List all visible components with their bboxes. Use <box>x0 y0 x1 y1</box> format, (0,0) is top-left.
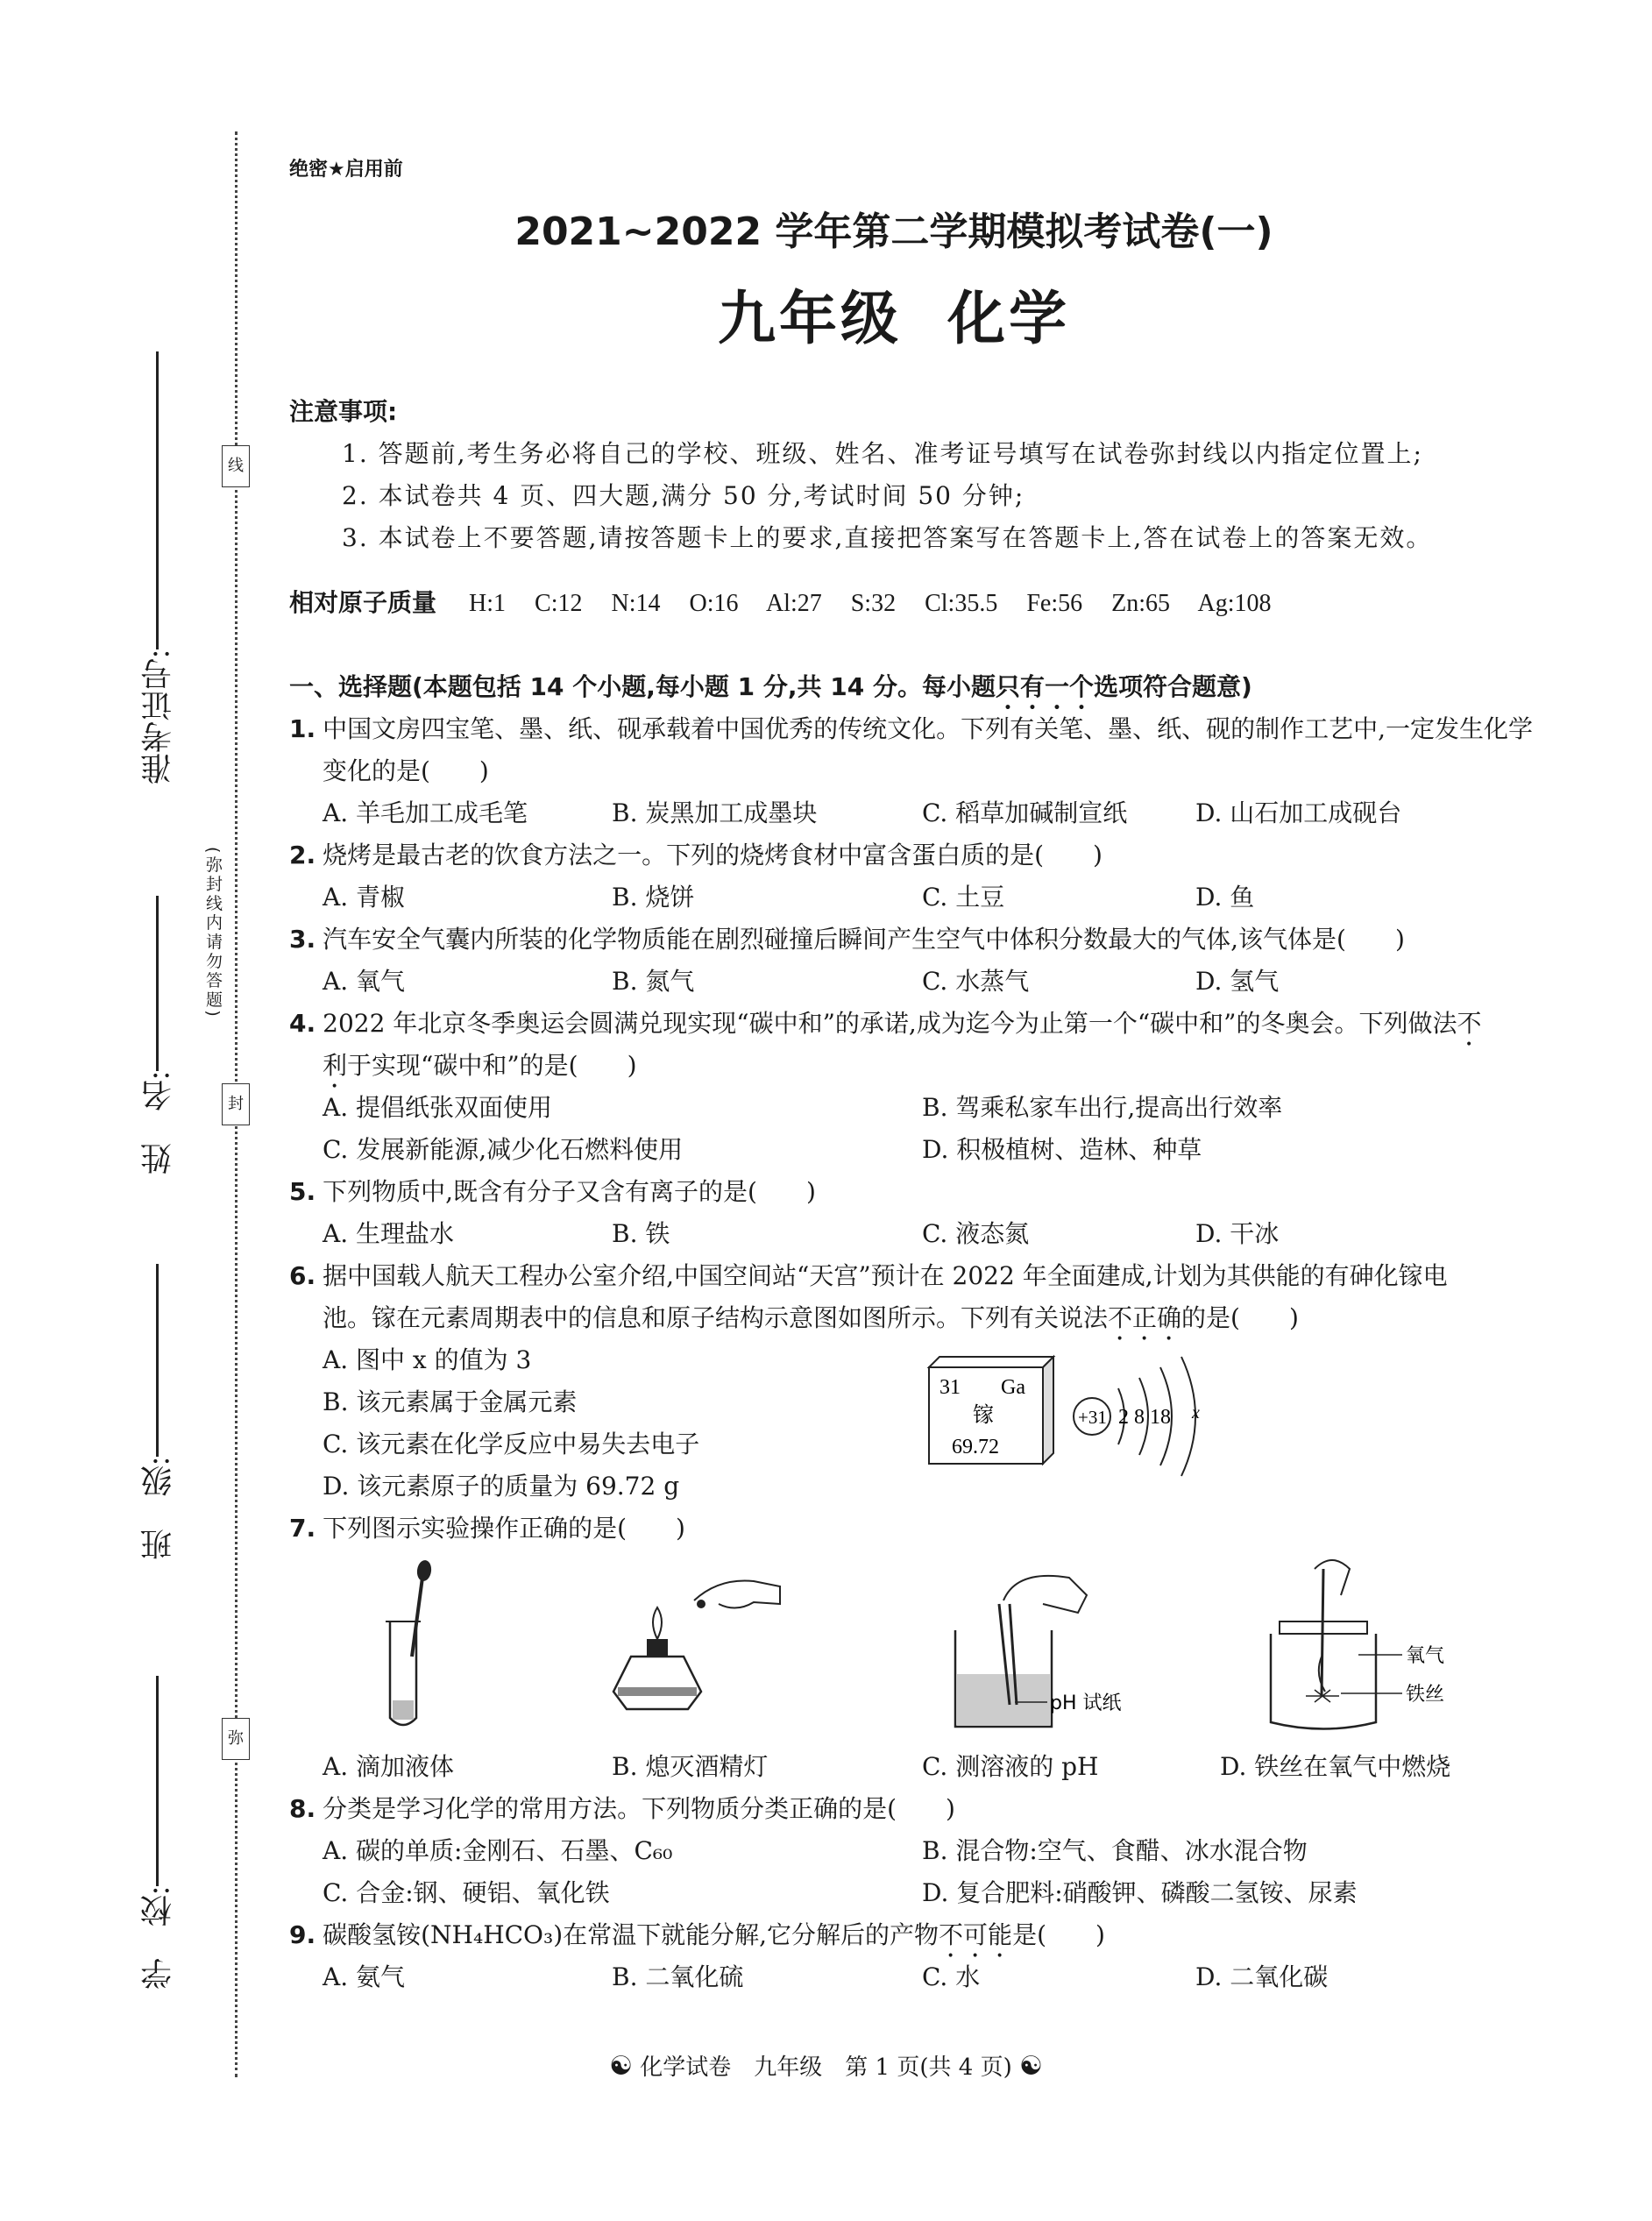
question-9: 9. 碳酸氢铵(NH₄HCO₃)在常温下就能分解,它分解后的产物不可能是( ) <box>289 1920 1105 1949</box>
q4-option-c[interactable]: C. 发展新能源,减少化石燃料使用 <box>323 1135 684 1164</box>
q6-option-c[interactable]: C. 该元素在化学反应中易失去电子 <box>323 1430 700 1458</box>
name-underline <box>157 896 160 1071</box>
name-field[interactable] <box>131 841 184 1174</box>
q3-option-b[interactable]: B. 氮气 <box>612 967 695 996</box>
ph-paper-label: pH 试纸 <box>1050 1692 1122 1714</box>
question-8: 8. 分类是学习化学的常用方法。下列物质分类正确的是( ) <box>289 1794 955 1823</box>
atomic-mass-value: H:1 <box>469 590 507 617</box>
q8-option-a[interactable]: A. 碳的单质:金刚石、石墨、C₆₀ <box>323 1836 673 1865</box>
q9-option-c[interactable]: C. 水 <box>922 1962 981 1991</box>
q8-option-b[interactable]: B. 混合物:空气、食醋、冰水混合物 <box>922 1836 1308 1865</box>
question-2: 2. 烧烤是最古老的饮食方法之一。下列的烧烤食材中富含蛋白质的是( ) <box>289 841 1103 869</box>
note-item: 1. 答题前,考生务必将自己的学校、班级、姓名、准考证号填写在试卷弥封线以内指定位置上; <box>342 439 1423 468</box>
beaker-ph-figure <box>955 1576 1122 1727</box>
q5-option-d[interactable]: D. 干冰 <box>1195 1219 1280 1248</box>
section-1-title: 一、选择题(本题包括 14 个小题,每小题 1 分,共 14 分。每小题只有一个选项符合题意) <box>289 672 1252 701</box>
iron-wire-oxygen-figure <box>1271 1560 1444 1729</box>
q3-option-a[interactable]: A. 氧气 <box>323 967 406 996</box>
atomic-mass-value: N:14 <box>611 590 661 617</box>
atomic-mass-value: Al:27 <box>765 590 822 617</box>
q4-option-a[interactable]: A. 提倡纸张双面使用 <box>323 1093 553 1122</box>
q3-option-c[interactable]: C. 水蒸气 <box>922 967 1030 996</box>
atomic-structure <box>1074 1357 1200 1476</box>
question-4: 4. 2022 年北京冬季奥运会圆满兑现实现“碳中和”的承诺,成为迄今为止第一个“碳中和”的冬奥会。下列做法不 <box>289 1009 1482 1038</box>
atomic-mass-value: Zn:65 <box>1111 590 1170 617</box>
q5-option-a[interactable]: A. 生理盐水 <box>323 1219 455 1248</box>
atomic-mass-value: Fe:56 <box>1026 590 1083 617</box>
class-underline <box>157 1264 160 1457</box>
atomic-mass-value: O:16 <box>689 590 739 617</box>
school-field[interactable] <box>131 1621 184 1990</box>
seal-box-mi: 弥 <box>222 1718 250 1760</box>
seal-box-line: 线 <box>222 445 250 487</box>
element-mass: 69.72 <box>952 1436 999 1458</box>
nucleus-charge: +31 <box>1078 1407 1107 1428</box>
q9-option-d[interactable]: D. 二氧化碳 <box>1195 1962 1329 1991</box>
q2-option-a[interactable]: A. 青椒 <box>323 883 406 912</box>
q6-option-d[interactable]: D. 该元素原子的质量为 69.72 g <box>323 1472 680 1501</box>
atomic-mass-value: Cl:35.5 <box>925 590 998 617</box>
element-name: 镓 <box>973 1402 994 1427</box>
subject: 化学 <box>947 285 1070 352</box>
q6-option-a[interactable]: A. 图中 x 的值为 3 <box>323 1345 532 1374</box>
grade: 九年级 <box>718 285 902 352</box>
q4-option-d[interactable]: D. 积极植树、造林、种草 <box>922 1135 1202 1164</box>
q2-option-c[interactable]: C. 土豆 <box>922 883 1005 912</box>
school-label: 学 校: <box>140 1885 176 1990</box>
page-footer <box>0 2049 1652 2082</box>
grade-subject <box>289 272 1499 355</box>
atomic-mass-value: S:32 <box>850 590 897 617</box>
q3-option-d[interactable]: D. 氢气 <box>1195 967 1280 996</box>
oxygen-label: 氧气 <box>1406 1645 1445 1667</box>
footer-ornament-right-icon: ☯ <box>1018 2051 1043 2082</box>
q9-option-b[interactable]: B. 二氧化硫 <box>612 1962 744 1991</box>
name-label: 姓 名: <box>140 1070 176 1174</box>
q5-option-b[interactable]: B. 铁 <box>612 1219 670 1248</box>
shell-electrons: 2 8 18 <box>1118 1406 1171 1429</box>
alcohol-lamp-figure <box>613 1580 780 1709</box>
exam-id-underline <box>157 351 160 649</box>
note-item: 2. 本试卷共 4 页、四大题,满分 50 分,考试时间 50 分钟; <box>342 481 1025 510</box>
q1-option-c[interactable]: C. 稻草加碱制宣纸 <box>922 798 1128 827</box>
q8-option-d[interactable]: D. 复合肥料:硝酸钾、磷酸二氢铵、尿素 <box>922 1878 1358 1907</box>
question-7: 7. 下列图示实验操作正确的是( ) <box>289 1514 685 1543</box>
exam-id-field[interactable] <box>131 276 184 784</box>
atomic-mass-label: 相对原子质量 <box>289 588 437 617</box>
atomic-mass-value: Ag:108 <box>1197 590 1272 617</box>
element-number: 31 <box>939 1376 961 1399</box>
q5-option-c[interactable]: C. 液态氮 <box>922 1219 1030 1248</box>
q7-option-b[interactable]: B. 熄灭酒精灯 <box>612 1752 769 1781</box>
q2-option-b[interactable]: B. 烧饼 <box>612 883 695 912</box>
q2-option-d[interactable]: D. 鱼 <box>1195 883 1255 912</box>
school-underline <box>157 1676 160 1886</box>
question-1-cont: 变化的是( ) <box>323 756 489 785</box>
seal-box-seal: 封 <box>222 1083 250 1125</box>
footer-text: 化学试卷 九年级 第 1 页(共 4 页) <box>640 2054 1012 2081</box>
notes-heading: 注意事项: <box>289 397 398 426</box>
class-field[interactable] <box>131 1210 184 1560</box>
secret-mark: 绝密★启用前 <box>289 159 403 181</box>
q7-option-c[interactable]: C. 测溶液的 pH <box>922 1752 1099 1781</box>
element-cell <box>929 1357 1053 1464</box>
exam-title: 2021~2022 学年第二学期模拟考试卷(一) <box>514 209 1273 254</box>
q8-option-c[interactable]: C. 合金:钢、硬铝、氧化铁 <box>323 1878 610 1907</box>
question-6: 6. 据中国载人航天工程办公室介绍,中国空间站“天宫”预计在 2022 年全面建成,计划为其供能的有砷化镓电 <box>289 1261 1448 1290</box>
iron-wire-label: 铁丝 <box>1406 1684 1445 1706</box>
question-4-cont: 利于实现“碳中和”的是( ) <box>323 1051 637 1080</box>
seal-note: (弥封线内请勿答题) <box>203 847 223 1019</box>
q1-option-b[interactable]: B. 炭黑加工成墨块 <box>612 798 818 827</box>
q4-option-b[interactable]: B. 驾乘私家车出行,提高出行效率 <box>922 1093 1283 1122</box>
class-label: 班 级: <box>140 1456 176 1560</box>
q1-option-d[interactable]: D. 山石加工成砚台 <box>1195 798 1402 827</box>
q7-option-d[interactable]: D. 铁丝在氧气中燃烧 <box>1220 1752 1451 1781</box>
gallium-figure <box>920 1350 1218 1499</box>
q1-option-a[interactable]: A. 羊毛加工成毛笔 <box>323 798 528 827</box>
question-1: 1. 中国文房四宝笔、墨、纸、砚承载着中国优秀的传统文化。下列有关笔、墨、纸、砚的制作工艺中,一定发生化学 <box>289 714 1534 743</box>
q7-option-a[interactable]: A. 滴加液体 <box>323 1752 455 1781</box>
q7-figures <box>351 1551 1507 1744</box>
atomic-mass-value: C:12 <box>535 590 583 617</box>
question-5: 5. 下列物质中,既含有分子又含有离子的是( ) <box>289 1177 816 1206</box>
q9-option-a[interactable]: A. 氨气 <box>323 1962 406 1991</box>
question-3: 3. 汽车安全气囊内所装的化学物质能在剧烈碰撞后瞬间产生空气中体积分数最大的气体,该气体是( ) <box>289 925 1405 954</box>
shell-x: x <box>1192 1403 1200 1423</box>
atomic-mass-row <box>289 584 1294 619</box>
footer-ornament-left-icon: ☯ <box>609 2051 634 2082</box>
element-symbol: Ga <box>1001 1376 1025 1399</box>
q6-option-b[interactable]: B. 该元素属于金属元素 <box>323 1387 578 1416</box>
question-6-cont: 池。镓在元素周期表中的信息和原子结构示意图如图所示。下列有关说法不正确的是( ) <box>323 1303 1299 1332</box>
test-tube-dropper-figure <box>386 1559 433 1725</box>
note-item: 3. 本试卷上不要答题,请按答题卡上的要求,直接把答案写在答题卡上,答在试卷上的答案无效。 <box>342 523 1433 552</box>
exam-id-label: 准考证号: <box>140 649 176 784</box>
